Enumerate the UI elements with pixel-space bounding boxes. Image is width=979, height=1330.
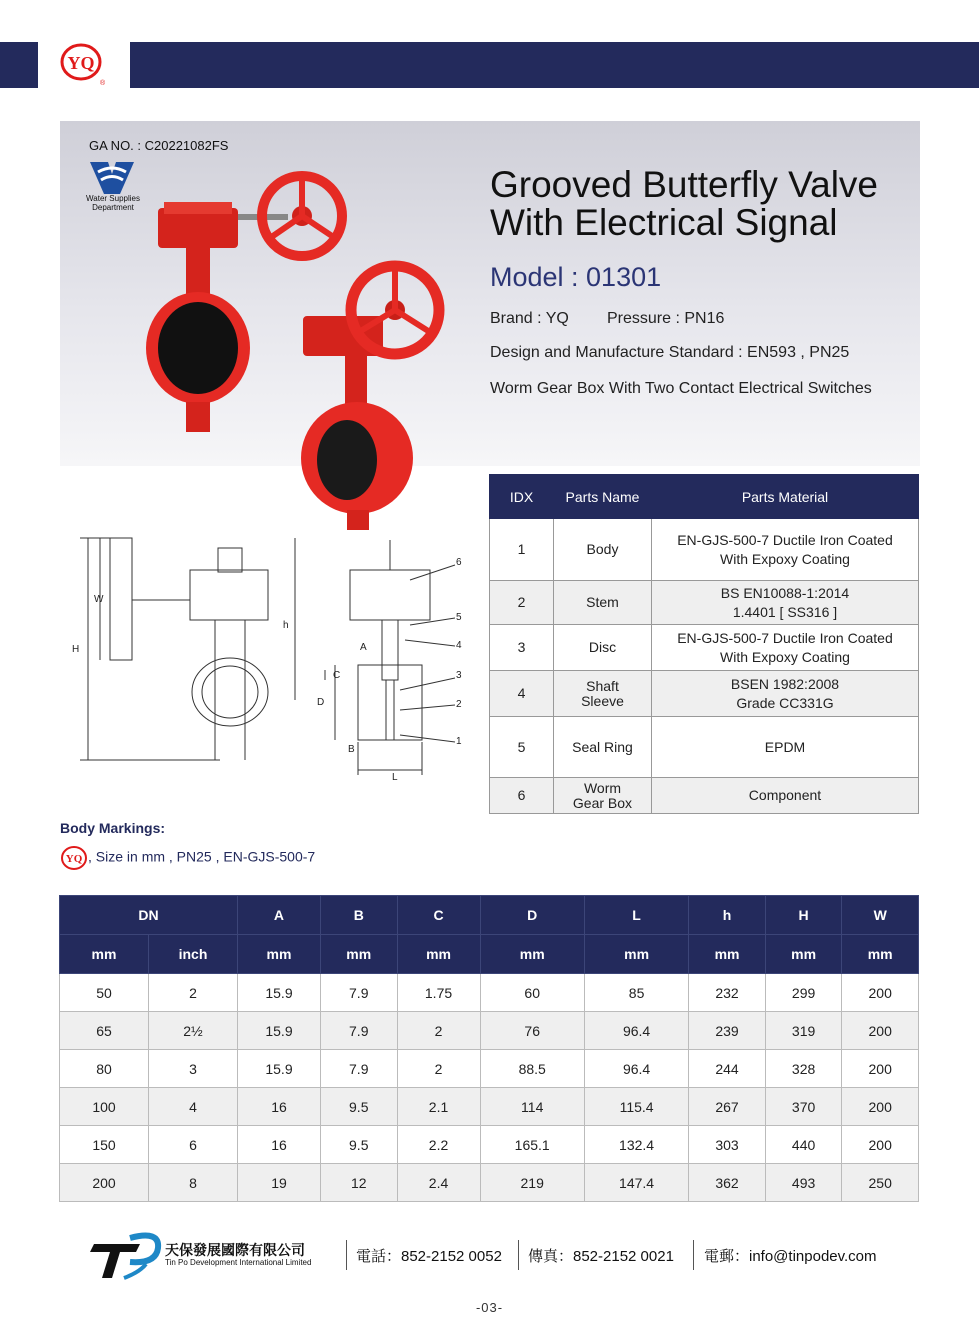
parts-material: EN-GJS-500-7 Ductile Iron Coated With Expoxy Coating [652,519,919,581]
dims-unit: mm [238,935,321,974]
dims-header-h-large: H [765,896,842,935]
dims-cell: 370 [765,1088,842,1126]
parts-row [490,625,919,671]
dims-cell: 3 [149,1050,238,1088]
dims-cell: 200 [842,1088,919,1126]
dims-cell: 88.5 [480,1050,584,1088]
company-name-english: Tin Po Development International Limited [165,1258,312,1267]
dims-cell: 7.9 [320,1050,397,1088]
fax-number: 傳真：852-2152 0021 [528,1248,674,1265]
dim-label-L: L [392,772,398,783]
part-callout-4: 4 [456,640,462,651]
parts-row [490,671,919,717]
dims-cell: 150 [60,1126,149,1164]
dims-cell: 319 [765,1012,842,1050]
dims-cell: 267 [689,1088,766,1126]
dims-cell: 15.9 [238,974,321,1012]
dims-cell: 328 [765,1050,842,1088]
footer-divider [518,1240,519,1270]
dims-body [60,974,919,1202]
standard-label: Design and Manufacture Standard : EN593 , PN25 [490,344,850,361]
dims-cell: 19 [238,1164,321,1202]
parts-material: Component [652,778,919,814]
dims-row [60,1088,919,1126]
dims-row [60,1164,919,1202]
dims-cell: 239 [689,1012,766,1050]
model-number: Model : 01301 [490,262,662,292]
dims-cell: 9.5 [320,1088,397,1126]
part-callout-5: 5 [456,612,462,623]
parts-row [490,778,919,814]
dims-cell: 2 [149,974,238,1012]
dims-cell: 114 [480,1088,584,1126]
dims-cell: 15.9 [238,1012,321,1050]
parts-material: EPDM [652,717,919,778]
dims-cell: 12 [320,1164,397,1202]
dims-cell: 4 [149,1088,238,1126]
footer-divider [346,1240,347,1270]
parts-header-idx: IDX [490,475,554,519]
dims-cell: 80 [60,1050,149,1088]
dims-cell: 200 [842,1126,919,1164]
parts-name: Disc [554,625,652,671]
body-markings-text: , Size in mm , PN25 , EN-GJS-500-7 [88,848,316,865]
dims-unit: mm [60,935,149,974]
brand-label: Brand : YQ [490,310,569,327]
dims-cell: 299 [765,974,842,1012]
parts-header-name: Parts Name [554,475,652,519]
dims-cell: 200 [842,1012,919,1050]
technical-drawing [70,530,470,785]
footer-divider [693,1240,694,1270]
parts-idx: 6 [490,778,554,814]
dims-cell: 1.75 [397,974,480,1012]
dims-unit: mm [765,935,842,974]
parts-name: Body [554,519,652,581]
header-bar-left [0,42,38,88]
dims-cell: 147.4 [584,1164,688,1202]
dim-label-H: H [72,644,80,655]
dims-cell: 65 [60,1012,149,1050]
dims-cell: 60 [480,974,584,1012]
dims-cell: 50 [60,974,149,1012]
dims-cell: 440 [765,1126,842,1164]
dim-label-W: W [94,594,104,605]
dims-header-dn: DN [60,896,238,935]
part-callout-6: 6 [456,557,462,568]
dims-cell: 6 [149,1126,238,1164]
dims-cell: 15.9 [238,1050,321,1088]
part-callout-1: 1 [456,736,462,747]
dims-cell: 200 [60,1164,149,1202]
dims-unit: mm [689,935,766,974]
dims-cell: 16 [238,1088,321,1126]
svg-text:YQ: YQ [65,853,83,865]
dims-unit: inch [149,935,238,974]
dims-header-c: C [397,896,480,935]
title-line-1: Grooved Butterfly Valve [490,164,878,205]
email-address[interactable]: 電郵：info@tinpodev.com [704,1248,877,1265]
dims-cell: 250 [842,1164,919,1202]
parts-idx: 1 [490,519,554,581]
parts-idx: 2 [490,581,554,625]
parts-material: BS EN10088-1:2014 1.4401 [ SS316 ] [652,581,919,625]
page-number: -03- [475,1300,504,1315]
header-bar-right [130,42,979,88]
gearbox-label: Worm Gear Box With Two Contact Electrical Switches [490,380,872,397]
svg-text:®: ® [100,80,106,87]
dimensions-table [59,895,919,1202]
parts-header-material: Parts Material [652,475,919,519]
parts-table [489,474,919,814]
parts-table-header [490,475,919,519]
dims-header-w: W [842,896,919,935]
dims-cell: 2 [397,1012,480,1050]
dim-label-A: A [360,642,367,653]
title-line-2: With Electrical Signal [490,202,838,243]
company-name-chinese: 天保發展國際有限公司 [165,1242,305,1258]
dim-label-B: B [348,744,355,755]
parts-name: Seal Ring [554,717,652,778]
ga-number: GA NO. : C20221082FS [89,138,229,153]
dims-unit: mm [320,935,397,974]
body-markings-title: Body Markings: [60,820,166,836]
dims-cell: 7.9 [320,974,397,1012]
pressure-label: Pressure : PN16 [607,310,725,327]
dims-row [60,974,919,1012]
body-markings-line [60,845,315,871]
dims-cell: 85 [584,974,688,1012]
svg-text:YQ: YQ [67,53,95,73]
dims-cell: 232 [689,974,766,1012]
dims-unit: mm [842,935,919,974]
tin-po-logo [90,1226,162,1284]
parts-material: EN-GJS-500-7 Ductile Iron Coated With Expoxy Coating [652,625,919,671]
valve-photo-angled [295,248,455,533]
dims-header-row [60,896,919,935]
parts-name: Worm Gear Box [554,778,652,814]
wsd-caption: Water Supplies Department [86,194,140,212]
dim-label-D: D [317,697,325,708]
part-callout-3: 3 [456,670,462,681]
parts-row [490,717,919,778]
dims-header-a: A [238,896,321,935]
dims-cell: 100 [60,1088,149,1126]
dims-cell: 96.4 [584,1050,688,1088]
parts-name: Stem [554,581,652,625]
dims-cell: 362 [689,1164,766,1202]
dims-cell: 132.4 [584,1126,688,1164]
dims-row [60,1126,919,1164]
dims-cell: 2½ [149,1012,238,1050]
dims-cell: 2 [397,1050,480,1088]
dims-cell: 2.1 [397,1088,480,1126]
dims-cell: 2.4 [397,1164,480,1202]
dims-units-row [60,935,919,974]
dims-header-d: D [480,896,584,935]
parts-row [490,581,919,625]
parts-material: BSEN 1982:2008 Grade CC331G [652,671,919,717]
parts-idx: 5 [490,717,554,778]
dims-cell: 303 [689,1126,766,1164]
dims-row [60,1050,919,1088]
dims-cell: 96.4 [584,1012,688,1050]
dims-cell: 200 [842,1050,919,1088]
parts-row [490,519,919,581]
dim-label-h: h [283,620,289,631]
dims-header-l: L [584,896,688,935]
phone-number: 電話：852-2152 0052 [356,1248,502,1265]
parts-idx: 3 [490,625,554,671]
dims-cell: 219 [480,1164,584,1202]
dims-unit: mm [584,935,688,974]
dims-unit: mm [397,935,480,974]
yq-logo [58,41,104,87]
yq-small-logo [60,845,88,871]
dim-label-C: C [333,670,341,681]
parts-name: Shaft Sleeve [554,671,652,717]
dims-cell: 16 [238,1126,321,1164]
dims-cell: 76 [480,1012,584,1050]
parts-idx: 4 [490,671,554,717]
dims-cell: 8 [149,1164,238,1202]
dims-cell: 9.5 [320,1126,397,1164]
dims-row [60,1012,919,1050]
dims-cell: 7.9 [320,1012,397,1050]
dims-cell: 244 [689,1050,766,1088]
dims-cell: 115.4 [584,1088,688,1126]
dims-cell: 493 [765,1164,842,1202]
dims-header-b: B [320,896,397,935]
part-callout-2: 2 [456,699,462,710]
water-supplies-department-logo [88,160,136,196]
dims-unit: mm [480,935,584,974]
product-title [490,166,878,242]
dims-cell: 200 [842,974,919,1012]
dims-cell: 165.1 [480,1126,584,1164]
dims-cell: 2.2 [397,1126,480,1164]
dims-header-h-small: h [689,896,766,935]
